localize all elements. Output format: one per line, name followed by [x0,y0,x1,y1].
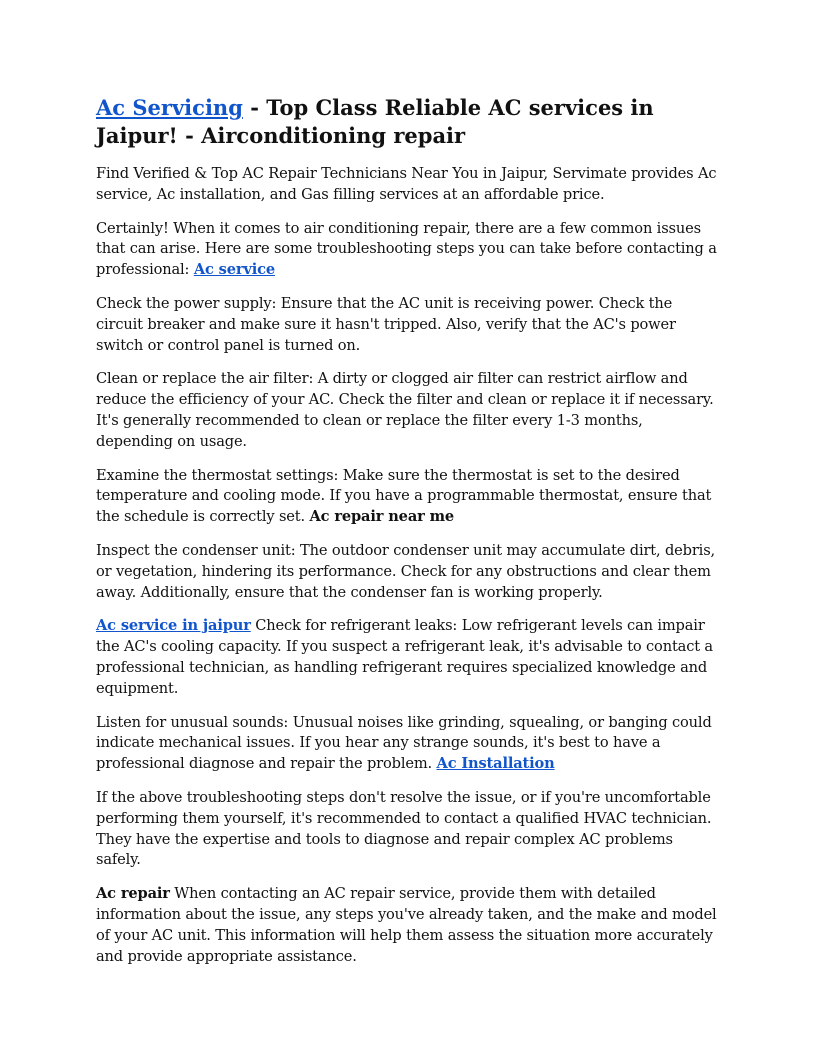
paragraph-sounds [96,713,720,775]
page-title [96,94,720,150]
paragraph-contacting-text: When contacting an AC repair service, provide them with detailed information about the issue, any steps you've already taken, and the make and model of your AC unit. This information will help them assess the situation more accurately and provide appropriate assistance. [96,885,717,965]
paragraph-refrigerant-text: Check for refrigerant leaks: Low refrigerant levels can impair the AC's cooling capacity. If you suspect a refrigerant leak, it's advisable to contact a professional technician, as handling refrigerant requires specialized knowledge and equipment. [96,617,713,697]
bold-ac-repair: Ac repair [96,885,170,903]
link-ac-service[interactable]: Ac service [193,261,275,279]
paragraph-refrigerant [96,616,720,699]
link-ac-installation[interactable]: Ac Installation [436,755,555,773]
paragraph-certainly-text: Certainly! When it comes to air conditioning repair, there are a few common issues that can arise. Here are some troubleshooting steps you can take before contacting a professional: [96,219,717,279]
paragraph-condenser: Inspect the condenser unit: The outdoor condenser unit may accumulate dirt, debris, or vegetation, hindering its performance. Check for any obstructions and clear them away. Additionally, ensure that the condenser fan is working properly. [96,541,716,601]
title-text: - Top Class Reliable AC services in Jaipur! - Airconditioning repair [96,95,654,148]
document-page [96,94,720,980]
paragraph-certainly [96,219,720,281]
paragraph-sounds-text: Listen for unusual sounds: Unusual noises like grinding, squealing, or banging could indicate mechanical issues. If you hear any strange sounds, it's best to have a professional diagnose and repair the problem. [96,713,712,773]
title-link-ac-servicing[interactable]: Ac Servicing [96,95,243,120]
paragraph-power-supply: Check the power supply: Ensure that the AC unit is receiving power. Check the circuit breaker and make sure it hasn't tripped. Also, verify that the AC's power switch or control panel is turned on. [96,294,676,354]
link-ac-service-in-jaipur[interactable]: Ac service in jaipur [96,617,251,635]
paragraph-thermostat [96,466,720,528]
paragraph-hvac-technician: If the above troubleshooting steps don't resolve the issue, or if you're uncomfortable performing them yourself, it's recommended to contact a qualified HVAC technician. They have the expertise and tools to diagnose and repair complex AC problems safely. [96,788,712,869]
paragraph-air-filter: Clean or replace the air filter: A dirty or clogged air filter can restrict airflow and reduce the efficiency of your AC. Check the filter and clean or replace it if necessary. It's generally recommended to clean or replace the filter every 1-3 months, depending on usage. [96,370,714,450]
paragraph-contacting [96,884,720,967]
paragraph-thermostat-text: Examine the thermostat settings: Make sure the thermostat is set to the desired temperature and cooling mode. If you have a programmable thermostat, ensure that the schedule is correctly set. [96,466,712,526]
bold-ac-repair-near-me: Ac repair near me [309,508,455,526]
paragraph-intro: Find Verified & Top AC Repair Technicians Near You in Jaipur, Servimate provides Ac service, Ac installation, and Gas filling services at an affordable price. [96,165,717,203]
